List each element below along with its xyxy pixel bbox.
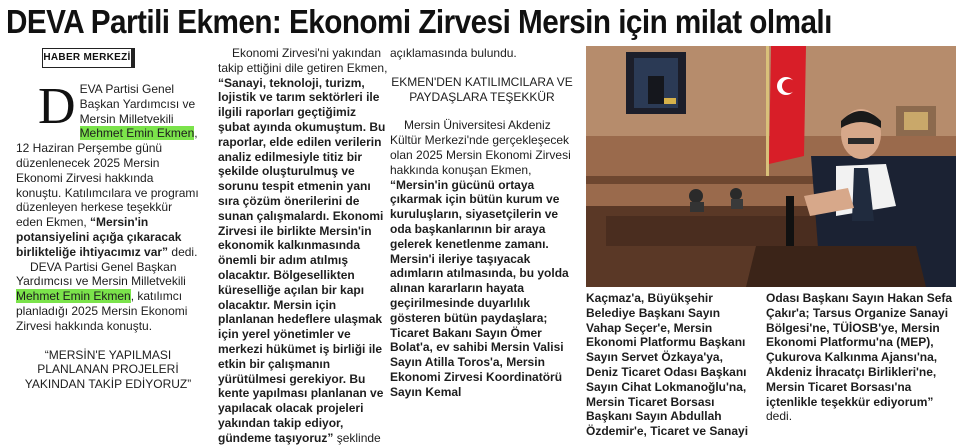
- paragraph-7: Odası Başkanı Sayın Hakan Sefa Çakır'a; Tarsus Organize Sanayi Bölgesi'ne, TÜİOSB'ye, Mersin Ekonomi Platformu'na (MEP), Çukurova Kalkınma Ajansı'na, Akdeniz İhracatçı Birlikleri'ne, Mersin Ticaret Borsası'na içtenlikle teşekkür ediyorum” dedi.: [766, 291, 953, 424]
- quote-bold: Odası Başkanı Sayın Hakan Sefa Çakır'a; Tarsus Organize Sanayi Bölgesi'ne, TÜİOSB'ye, Mersin Ekonomi Platformu'na (MEP), Çukurova Kalkınma Ajansı'na, Akdeniz İhracatçı Birlikleri'ne, Mersin Ticaret Borsası'na içtenlikle teşekkür ediyorum”: [766, 291, 953, 409]
- headline: DEVA Partili Ekmen: Ekonomi Zirvesi Mersin için milat olmalı: [6, 3, 832, 40]
- quote-bold: “Mersin'in potansiyelini açığa çıkaracak birlikteliğe ihtiyacımız var”: [16, 215, 182, 259]
- subheading-2: EKMEN'DEN KATILIMCILARA VE PAYDAŞLARA TEŞEKKÜR: [391, 74, 573, 104]
- subheading-1: “MERSİN'E YAPILMASI PLANLANAN PROJELERİ YAKINDAN TAKİP EDİYORUZ”: [24, 347, 192, 392]
- paragraph-6: Kaçmaz'a, Büyükşehir Belediye Başkanı Sayın Vahap Seçer'e, Mersin Ekonomi Platformu Başkanı Sayın Servet Özkaya'ya, Deniz Ticaret Odası Başkanı Sayın Cihat Lokmanoğlu'na, Mersin Ticaret Borsası Başkanı Sayın Abdullah Özdemir'e, Ticaret ve Sanayi: [586, 291, 749, 439]
- article-column-2: [218, 46, 388, 445]
- article-column-4: [586, 291, 758, 439]
- paragraph-3: Ekonomi Zirvesi'ni yakından takip ettiğini dile getiren Ekmen, “Sanayi, teknoloji, turizm, lojistik ve tarım sektörleri ile ilgili raporları geçtiğimiz şubat ayında okumuştum. Bu raporlar, elde edilen verilerin analiz edilmesiyle titiz bir şekilde oluşturulmuş ve sorunu tespit etmenin yanı sıra çözüm önerilerini de sunan çalışmalardı. Ekonomi Zirvesi ile birlikte Mersin'in ekonomik kalkınmasında önemli bir adım atılmış olacaktır. Bölgesellikten küreselliğe açılan bir kapı olacaktır. Mersin için planlanan hedeflere ulaşmak için yerel yönetimler ve merkezi hükümet iş birliği ile etkin bir çalışmanın yürütülmesi gerekiyor. Bu kente yapılması planlanan ve yapılacak olacak projeleri yakından takip ediyor, gündeme taşıyoruz” şeklinde: [218, 46, 388, 445]
- paragraph-1: DEVA Partisi Genel Başkan Yardımcısı ve Mersin Milletvekili Mehmet Emin Ekmen, 12 Haziran Perşembe günü düzenlenecek 2025 Mersin Ekonomi Zirvesi hakkında konuştu. Katılımcılara ve programı düzenleyen herkese teşekkür eden Ekmen, “Mersin'in potansiyelini açığa çıkaracak birlikteliğe ihtiyacımız var” dedi.: [16, 78, 199, 259]
- article-column-1: [16, 78, 200, 430]
- parliament-speaker-photo: [586, 46, 956, 287]
- section-label: HABER MERKEZİ: [42, 48, 135, 68]
- article-column-3: [390, 46, 574, 430]
- quote-bold: “Mersin'in gücünü ortaya çıkarmak için bütün kurum ve kuruluşların, siyasetçilerin ve oda başkanlarının bir araya gelerek kenetlenme zamanı. Mersin'i ileriye taşıyacak adımların atılmasında, bu yolda alınan kararların hayata geçirilmesinde duyarlılık gösteren bütün paydaşlara; Ticaret Bakanı Sayın Ömer Bolat'a, ev sahibi Mersin Valisi Sayın Atilla Toros'a, Mersin Ekonomi Zirvesi Koordinatörü Sayın Kemal: [390, 177, 569, 399]
- quote-bold: “Sanayi, teknoloji, turizm, lojistik ve tarım sektörleri ile ilgili raporları geçtiğimiz şubat ayında okumuştum. Bu raporlar, elde edilen verilerin analiz edilmesiyle titiz bir şekilde oluşturulmuş ve sorunu tespit etmenin yanı sıra çözüm önerilerini de sunan çalışmalardı. Ekonomi Zirvesi ile birlikte Mersin'in ekonomik kalkınmasında önemli bir adım atılmış olacaktır. Bölgesellikten küreselliğe açılan bir kapı olacaktır. Mersin için planlanan hedeflere ulaşmak için yerel yönetimler ve merkezi hükümet iş birliği ile etkin bir çalışmanın yürütülmesi gerekiyor. Bu kente yapılması planlanan ve yapılacak olacak projeleri yakından takip ediyor, gündeme taşıyoruz”: [218, 75, 386, 445]
- article-column-5: [766, 291, 956, 430]
- paragraph-5: Mersin Üniversitesi Akdeniz Kültür Merkezi'nde gerçekleşecek olan 2025 Mersin Ekonomi Zirvesi hakkında konuşan Ekmen, “Mersin'in gücünü ortaya çıkarmak için bütün kurum ve kuruluşların, siyasetçilerin ve oda başkanlarının bir araya gelerek kenetlenme zamanı. Mersin'i ileriye taşıyacak adımların atılmasında, bu yolda alınan kararların hayata geçirilmesinde duyarlılık gösteren bütün paydaşlara; Ticaret Bakanı Sayın Ömer Bolat'a, ev sahibi Mersin Valisi Sayın Atilla Toros'a, Mersin Ekonomi Zirvesi Koordinatörü Sayın Kemal: [390, 118, 571, 399]
- highlighted-name: Mehmet Emin Ekmen: [16, 289, 131, 304]
- drop-cap: D: [38, 78, 76, 135]
- highlighted-name: Mehmet Emin Ekmen: [79, 126, 195, 141]
- photo-illustration: [586, 46, 956, 287]
- paragraph-2: DEVA Partisi Genel Başkan Yardımcısı ve Mersin Milletvekili Mehmet Emin Ekmen, katılımcı planladığı 2025 Mersin Ekonomi Zirvesi hakkında konuştu.: [16, 259, 188, 333]
- paragraph-4: açıklamasında bulundu.: [390, 46, 517, 60]
